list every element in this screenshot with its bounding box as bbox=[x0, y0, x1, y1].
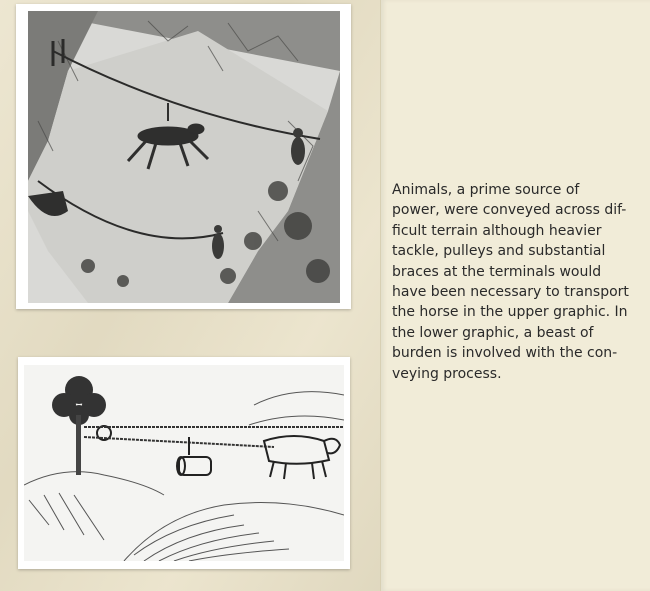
lower-engraving bbox=[18, 357, 350, 569]
upper-engraving bbox=[16, 4, 351, 309]
caption-paragraph: Animals, a prime source of power, were conveyed across dif- ficult terrain although heavier tackle, pulleys and substantial braces at the terminals would have been necessary to transport the horse in the upper graphic. In the lower graphic, a beast of burden is involved with the con- veying process. bbox=[392, 182, 629, 382]
ox-ropeway-illustration bbox=[24, 365, 344, 561]
horse-ropeway-illustration bbox=[28, 11, 340, 303]
